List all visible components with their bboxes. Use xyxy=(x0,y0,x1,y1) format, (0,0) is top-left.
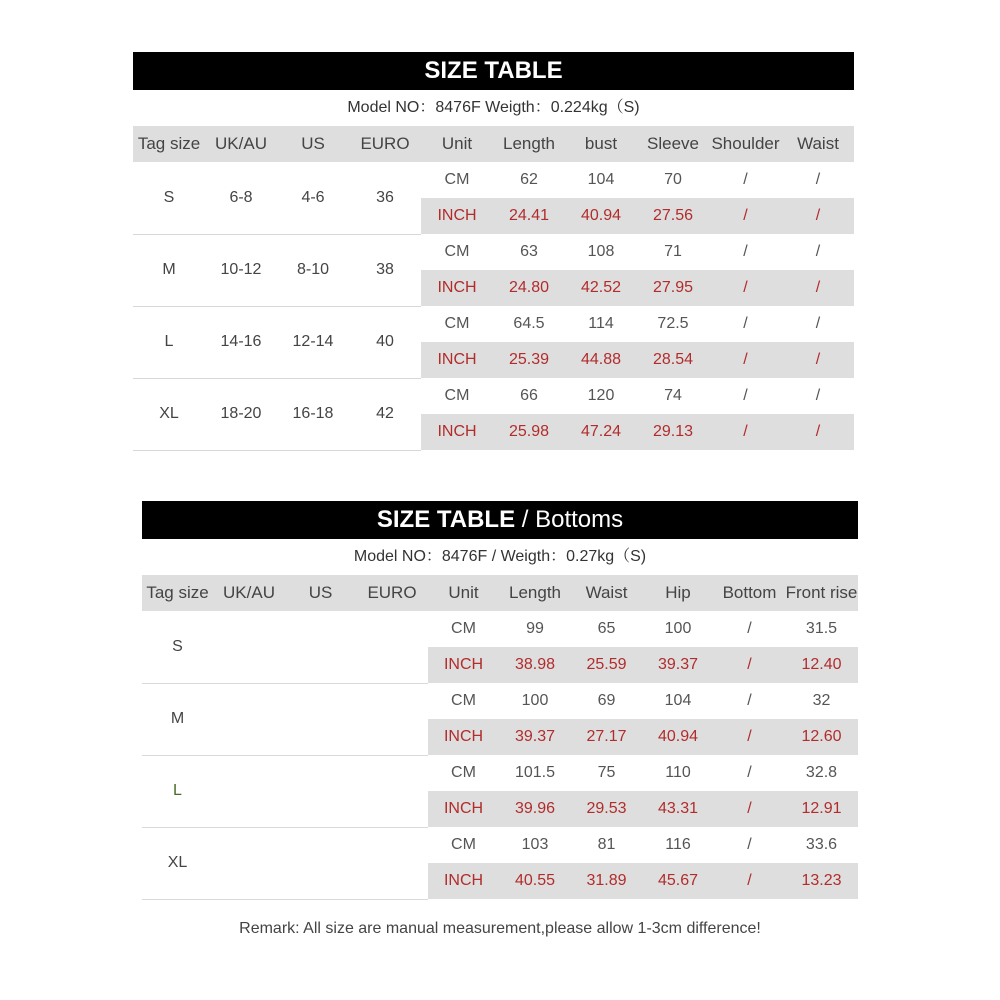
inch-value-unit: INCH xyxy=(428,863,499,899)
size-row-cm xyxy=(133,234,854,270)
inch-value-m5: / xyxy=(782,342,854,378)
header-front-rise: Front rise xyxy=(785,575,858,611)
cm-value-length: 103 xyxy=(499,827,571,863)
inch-value-length: 25.39 xyxy=(493,342,565,378)
cm-value-unit: CM xyxy=(428,683,499,719)
inch-value-m4: / xyxy=(714,647,785,683)
cm-value-length: 62 xyxy=(493,162,565,198)
inch-value-m4: / xyxy=(714,863,785,899)
tops-header-row xyxy=(133,126,854,162)
bottoms-size-section xyxy=(142,501,858,900)
cm-value-unit: CM xyxy=(428,755,499,791)
size-euro xyxy=(356,683,428,755)
header-waist: Waist xyxy=(571,575,642,611)
tops-size-section xyxy=(133,52,854,451)
inch-value-m4: / xyxy=(709,198,782,234)
inch-value-m2: 25.59 xyxy=(571,647,642,683)
size-us xyxy=(285,827,356,899)
inch-value-m2: 40.94 xyxy=(565,198,637,234)
tops-size-table xyxy=(133,126,854,451)
cm-value-length: 101.5 xyxy=(499,755,571,791)
size-row-cm xyxy=(133,378,854,414)
inch-value-m5: 12.91 xyxy=(785,791,858,827)
header-uk-au: UK/AU xyxy=(213,575,285,611)
inch-value-length: 25.98 xyxy=(493,414,565,450)
size-uk-au: 6-8 xyxy=(205,162,277,234)
size-us xyxy=(285,611,356,683)
cm-value-m3: 71 xyxy=(637,234,709,270)
header-bottom: Bottom xyxy=(714,575,785,611)
inch-value-length: 24.80 xyxy=(493,270,565,306)
tops-title: SIZE TABLE xyxy=(424,57,563,84)
inch-value-m2: 42.52 xyxy=(565,270,637,306)
cm-value-length: 64.5 xyxy=(493,306,565,342)
size-us: 8-10 xyxy=(277,234,349,306)
header-length: Length xyxy=(493,126,565,162)
size-euro xyxy=(356,827,428,899)
header-euro: EURO xyxy=(349,126,421,162)
size-tag: L xyxy=(142,755,213,827)
inch-value-m3: 27.95 xyxy=(637,270,709,306)
size-euro xyxy=(356,611,428,683)
header-unit: Unit xyxy=(428,575,499,611)
header-tag-size: Tag size xyxy=(142,575,213,611)
header-uk-au: UK/AU xyxy=(205,126,277,162)
inch-value-m3: 27.56 xyxy=(637,198,709,234)
cm-value-unit: CM xyxy=(421,378,493,414)
header-bust: bust xyxy=(565,126,637,162)
cm-value-m4: / xyxy=(709,162,782,198)
inch-value-length: 24.41 xyxy=(493,198,565,234)
inch-value-unit: INCH xyxy=(428,791,499,827)
bottoms-header-row xyxy=(142,575,858,611)
size-euro: 42 xyxy=(349,378,421,450)
header-sleeve: Sleeve xyxy=(637,126,709,162)
size-uk-au: 10-12 xyxy=(205,234,277,306)
size-uk-au xyxy=(213,683,285,755)
size-us: 12-14 xyxy=(277,306,349,378)
inch-value-m3: 39.37 xyxy=(642,647,714,683)
bottoms-title: SIZE TABLE xyxy=(376,506,516,533)
inch-value-m3: 43.31 xyxy=(642,791,714,827)
inch-value-unit: INCH xyxy=(421,198,493,234)
size-row-cm xyxy=(142,611,858,647)
size-euro: 38 xyxy=(349,234,421,306)
inch-value-m5: 12.40 xyxy=(785,647,858,683)
cm-value-length: 100 xyxy=(499,683,571,719)
cm-value-m2: 81 xyxy=(571,827,642,863)
remark-note: Remark: All size are manual measurement,please allow 1-3cm difference! xyxy=(239,920,761,937)
cm-value-m3: 100 xyxy=(642,611,714,647)
cm-value-m4: / xyxy=(714,827,785,863)
inch-value-m4: / xyxy=(709,270,782,306)
cm-value-m2: 65 xyxy=(571,611,642,647)
bottoms-model-line: Model NO：8476F / Weigth：0.27kg（S) xyxy=(353,548,647,565)
cm-value-m4: / xyxy=(714,611,785,647)
bottoms-title-suffix: / Bottoms xyxy=(515,506,624,533)
bottoms-size-table xyxy=(142,575,858,900)
header-tag-size: Tag size xyxy=(133,126,205,162)
cm-value-m5: 32.8 xyxy=(785,755,858,791)
inch-value-m5: 13.23 xyxy=(785,863,858,899)
cm-value-m4: / xyxy=(709,378,782,414)
size-row-cm xyxy=(142,755,858,791)
cm-value-m4: / xyxy=(714,683,785,719)
inch-value-m4: / xyxy=(714,719,785,755)
inch-value-m2: 44.88 xyxy=(565,342,637,378)
size-uk-au: 14-16 xyxy=(205,306,277,378)
bottoms-title-bar xyxy=(142,501,858,539)
cm-value-m2: 75 xyxy=(571,755,642,791)
inch-value-m3: 28.54 xyxy=(637,342,709,378)
inch-value-unit: INCH xyxy=(421,414,493,450)
cm-value-m2: 114 xyxy=(565,306,637,342)
cm-value-m2: 69 xyxy=(571,683,642,719)
inch-value-m5: / xyxy=(782,270,854,306)
cm-value-unit: CM xyxy=(421,306,493,342)
inch-value-m4: / xyxy=(709,342,782,378)
size-row-cm xyxy=(142,827,858,863)
inch-value-m5: / xyxy=(782,414,854,450)
inch-value-length: 39.96 xyxy=(499,791,571,827)
size-uk-au xyxy=(213,827,285,899)
inch-value-unit: INCH xyxy=(421,270,493,306)
cm-value-m4: / xyxy=(709,234,782,270)
header-unit: Unit xyxy=(421,126,493,162)
inch-value-m4: / xyxy=(709,414,782,450)
size-us xyxy=(285,755,356,827)
cm-value-m3: 72.5 xyxy=(637,306,709,342)
inch-value-m3: 29.13 xyxy=(637,414,709,450)
inch-value-length: 38.98 xyxy=(499,647,571,683)
cm-value-m2: 104 xyxy=(565,162,637,198)
size-uk-au xyxy=(213,611,285,683)
inch-value-m4: / xyxy=(714,791,785,827)
cm-value-m3: 74 xyxy=(637,378,709,414)
cm-value-m5: 32 xyxy=(785,683,858,719)
size-euro: 40 xyxy=(349,306,421,378)
size-us xyxy=(285,683,356,755)
inch-value-m2: 31.89 xyxy=(571,863,642,899)
size-row-cm xyxy=(133,306,854,342)
header-shoulder: Shoulder xyxy=(709,126,782,162)
cm-value-m5: / xyxy=(782,162,854,198)
cm-value-m5: / xyxy=(782,306,854,342)
header-hip: Hip xyxy=(642,575,714,611)
size-us: 4-6 xyxy=(277,162,349,234)
cm-value-unit: CM xyxy=(428,827,499,863)
cm-value-m5: 33.6 xyxy=(785,827,858,863)
cm-value-unit: CM xyxy=(421,234,493,270)
size-tag: L xyxy=(133,306,205,378)
inch-value-m3: 40.94 xyxy=(642,719,714,755)
inch-value-length: 39.37 xyxy=(499,719,571,755)
inch-value-m5: / xyxy=(782,198,854,234)
header-us: US xyxy=(285,575,356,611)
size-tag: XL xyxy=(142,827,213,899)
header-us: US xyxy=(277,126,349,162)
size-tag: M xyxy=(133,234,205,306)
tops-model-line: Model NO：8476F Weigth：0.224kg（S) xyxy=(347,99,640,116)
header-length: Length xyxy=(499,575,571,611)
inch-value-m5: 12.60 xyxy=(785,719,858,755)
size-uk-au: 18-20 xyxy=(205,378,277,450)
size-euro xyxy=(356,755,428,827)
size-euro: 36 xyxy=(349,162,421,234)
size-tag: S xyxy=(142,611,213,683)
tops-title-bar xyxy=(133,52,854,90)
cm-value-m4: / xyxy=(709,306,782,342)
size-tag: S xyxy=(133,162,205,234)
cm-value-length: 63 xyxy=(493,234,565,270)
cm-value-m4: / xyxy=(714,755,785,791)
size-uk-au xyxy=(213,755,285,827)
cm-value-m3: 116 xyxy=(642,827,714,863)
header-waist: Waist xyxy=(782,126,854,162)
inch-value-m2: 29.53 xyxy=(571,791,642,827)
cm-value-m2: 120 xyxy=(565,378,637,414)
cm-value-m5: 31.5 xyxy=(785,611,858,647)
inch-value-m2: 27.17 xyxy=(571,719,642,755)
inch-value-m2: 47.24 xyxy=(565,414,637,450)
size-tag: XL xyxy=(133,378,205,450)
cm-value-m3: 104 xyxy=(642,683,714,719)
cm-value-m5: / xyxy=(782,378,854,414)
size-row-cm xyxy=(133,162,854,198)
size-tag: M xyxy=(142,683,213,755)
cm-value-m5: / xyxy=(782,234,854,270)
cm-value-m2: 108 xyxy=(565,234,637,270)
inch-value-length: 40.55 xyxy=(499,863,571,899)
cm-value-length: 99 xyxy=(499,611,571,647)
cm-value-m3: 70 xyxy=(637,162,709,198)
cm-value-unit: CM xyxy=(421,162,493,198)
cm-value-unit: CM xyxy=(428,611,499,647)
header-euro: EURO xyxy=(356,575,428,611)
size-row-cm xyxy=(142,683,858,719)
inch-value-unit: INCH xyxy=(421,342,493,378)
cm-value-m3: 110 xyxy=(642,755,714,791)
inch-value-m3: 45.67 xyxy=(642,863,714,899)
inch-value-unit: INCH xyxy=(428,719,499,755)
cm-value-length: 66 xyxy=(493,378,565,414)
size-us: 16-18 xyxy=(277,378,349,450)
inch-value-unit: INCH xyxy=(428,647,499,683)
